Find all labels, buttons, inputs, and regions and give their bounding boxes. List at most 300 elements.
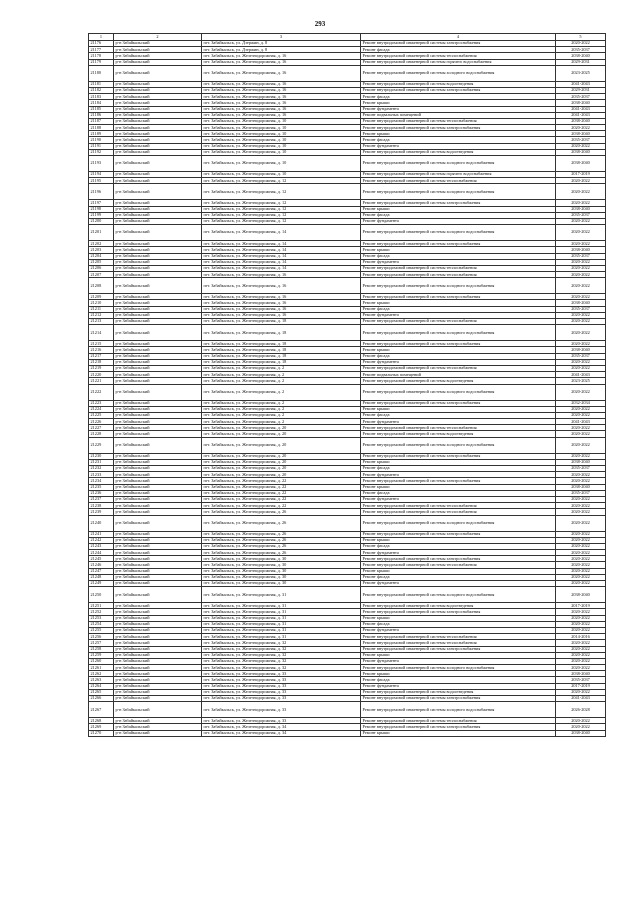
district-cell: р-н Забайкальский [114, 503, 202, 509]
period-cell: 2020-2022 [556, 568, 606, 574]
address-cell: пгт. Забайкальск, ул. Железнодорожная, д. 2 [202, 378, 361, 384]
work-type-cell: Ремонт внутридомовой инженерной системы водоотведения [361, 81, 556, 87]
row-number-cell: 21186 [89, 112, 114, 118]
row-number-cell: 21177 [89, 47, 114, 53]
address-cell: пгт. Забайкальск, ул. Железнодорожная, д. 33 [202, 696, 361, 702]
period-cell: 2020-2022 [556, 365, 606, 371]
period-cell: 2041-2043 [556, 419, 606, 425]
row-number-cell: 21196 [89, 184, 114, 200]
row-number-cell: 21265 [89, 689, 114, 695]
district-cell: р-н Забайкальский [114, 272, 202, 278]
address-cell: пгт. Забайкальск, ул. Железнодорожная, д. 22 [202, 484, 361, 490]
row-number-cell: 21185 [89, 106, 114, 112]
address-cell: пгт. Забайкальск, ул. Железнодорожная, д. 16 [202, 300, 361, 306]
address-cell: пгт. Забайкальск, ул. Железнодорожная, д. 2 [202, 365, 361, 371]
work-type-cell: Ремонт крыши [361, 347, 556, 353]
work-type-cell: Ремонт фундамента [361, 658, 556, 664]
district-cell: р-н Забайкальский [114, 306, 202, 312]
row-number-cell: 21233 [89, 472, 114, 478]
work-type-cell: Ремонт внутридомовой инженерной системы холодного водоснабжения [361, 437, 556, 453]
work-type-cell: Ремонт внутридомовой инженерной системы холодного водоснабжения [361, 384, 556, 400]
row-number-cell: 21259 [89, 652, 114, 658]
period-cell: 2029-2031 [556, 59, 606, 65]
work-type-cell: Ремонт внутридомовой инженерной системы электроснабжения [361, 41, 556, 47]
address-cell: пгт. Забайкальск, ул. Железнодорожная, д. 31 [202, 634, 361, 640]
row-number-cell: 21188 [89, 125, 114, 131]
work-type-cell: Ремонт внутридомовой инженерной системы электроснабжения [361, 294, 556, 300]
period-cell: 2041-2043 [556, 112, 606, 118]
row-number-cell: 21252 [89, 609, 114, 615]
period-cell: 2020-2022 [556, 272, 606, 278]
work-type-cell: Ремонт фундамента [361, 359, 556, 365]
row-number-cell: 21226 [89, 419, 114, 425]
district-cell: р-н Забайкальский [114, 341, 202, 347]
address-cell: пгт. Забайкальск, ул. Железнодорожная, д. 33 [202, 683, 361, 689]
row-number-cell: 21237 [89, 496, 114, 502]
district-cell: р-н Забайкальский [114, 724, 202, 730]
address-cell: пгт. Забайкальск, ул. Железнодорожная, д. 16 [202, 112, 361, 118]
district-cell: р-н Забайкальский [114, 531, 202, 537]
row-number-cell: 21269 [89, 724, 114, 730]
row-number-cell: 21220 [89, 372, 114, 378]
period-cell: 2020-2022 [556, 472, 606, 478]
district-cell: р-н Забайкальский [114, 184, 202, 200]
work-type-cell: Ремонт внутридомовой инженерной системы холодного водоснабжения [361, 65, 556, 81]
address-cell: пгт. Забайкальск, ул. Железнодорожная, д. 30 [202, 574, 361, 580]
address-cell: пгт. Забайкальск, ул. Железнодорожная, д. 18 [202, 353, 361, 359]
address-cell: пгт. Забайкальск, ул. Железнодорожная, д. 10 [202, 143, 361, 149]
district-cell: р-н Забайкальский [114, 137, 202, 143]
row-number-cell: 21235 [89, 484, 114, 490]
row-number-cell: 21258 [89, 646, 114, 652]
district-cell: р-н Забайкальский [114, 118, 202, 124]
address-cell: пгт. Забайкальск, ул. Железнодорожная, д. 31 [202, 609, 361, 615]
column-header-3: 3 [202, 34, 361, 41]
address-cell: пгт. Забайкальск, ул. Железнодорожная, д. 26 [202, 509, 361, 515]
address-cell: пгт. Забайкальск, ул. Железнодорожная, д. 16 [202, 59, 361, 65]
work-type-cell: Ремонт крыши [361, 671, 556, 677]
period-cell: 2020-2022 [556, 200, 606, 206]
period-cell: 2020-2022 [556, 652, 606, 658]
address-cell: пгт. Забайкальск, ул. Железнодорожная, д. 10 [202, 156, 361, 172]
work-type-cell: Ремонт крыши [361, 406, 556, 412]
work-type-cell: Ремонт внутридомовой инженерной системы электроснабжения [361, 241, 556, 247]
address-cell: пгт. Забайкальск, ул. Железнодорожная, д. 12 [202, 200, 361, 206]
row-number-cell: 21219 [89, 365, 114, 371]
table-row [89, 384, 606, 400]
address-cell: пгт. Забайкальск, ул. Железнодорожная, д. 20 [202, 425, 361, 431]
work-type-cell: Ремонт внутридомовой инженерной системы электроснабжения [361, 478, 556, 484]
row-number-cell: 21229 [89, 437, 114, 453]
address-cell: пгт. Забайкальск, ул. Железнодорожная, д. 14 [202, 253, 361, 259]
period-cell: 2038-2040 [556, 347, 606, 353]
row-number-cell: 21218 [89, 359, 114, 365]
period-cell: 2020-2022 [556, 478, 606, 484]
district-cell: р-н Забайкальский [114, 581, 202, 587]
work-type-cell: Ремонт фасада [361, 94, 556, 100]
table-row [89, 156, 606, 172]
district-cell: р-н Забайкальский [114, 125, 202, 131]
period-cell: 2023-2025 [556, 65, 606, 81]
district-cell: р-н Забайкальский [114, 652, 202, 658]
row-number-cell: 21251 [89, 603, 114, 609]
work-type-cell: Ремонт внутридомовой инженерной системы электроснабжения [361, 400, 556, 406]
row-number-cell: 21230 [89, 453, 114, 459]
period-cell: 2038-2040 [556, 53, 606, 59]
period-cell: 2020-2022 [556, 265, 606, 271]
address-cell: пгт. Забайкальск, ул. Железнодорожная, д. 18 [202, 359, 361, 365]
district-cell: р-н Забайкальский [114, 112, 202, 118]
work-type-cell: Ремонт внутридомовой инженерной системы холодного водоснабжения [361, 702, 556, 718]
address-cell: пгт. Забайкальск, ул. Железнодорожная, д. 22 [202, 496, 361, 502]
work-type-cell: Ремонт фундамента [361, 106, 556, 112]
period-cell: 2038-2040 [556, 100, 606, 106]
district-cell: р-н Забайкальский [114, 81, 202, 87]
district-cell: р-н Забайкальский [114, 484, 202, 490]
work-type-cell: Ремонт внутридомовой инженерной системы горячего водоснабжения [361, 172, 556, 178]
district-cell: р-н Забайкальский [114, 543, 202, 549]
district-cell: р-н Забайкальский [114, 100, 202, 106]
address-cell: пгт. Забайкальск, ул. Железнодорожная, д. 18 [202, 341, 361, 347]
district-cell: р-н Забайкальский [114, 718, 202, 724]
address-cell: пгт. Забайкальск, ул. Железнодорожная, д. 16 [202, 100, 361, 106]
address-cell: пгт. Забайкальск, ул. Железнодорожная, д. 16 [202, 87, 361, 93]
district-cell: р-н Забайкальский [114, 556, 202, 562]
work-type-cell: Ремонт крыши [361, 206, 556, 212]
work-type-cell: Ремонт внутридомовой инженерной системы электроснабжения [361, 453, 556, 459]
work-type-cell: Ремонт фасада [361, 353, 556, 359]
row-number-cell: 21212 [89, 312, 114, 318]
address-cell: пгт. Забайкальск, ул. Железнодорожная, д. 12 [202, 212, 361, 218]
address-cell: пгт. Забайкальск, ул. Железнодорожная, д. 32 [202, 665, 361, 671]
row-number-cell: 21201 [89, 225, 114, 241]
address-cell: пгт. Забайкальск, ул. Железнодорожная, д. 33 [202, 677, 361, 683]
period-cell: 2020-2022 [556, 665, 606, 671]
work-type-cell: Ремонт внутридомовой инженерной системы электроснабжения [361, 724, 556, 730]
row-number-cell: 21257 [89, 640, 114, 646]
table-body [89, 41, 606, 737]
row-number-cell: 21231 [89, 459, 114, 465]
row-number-cell: 21242 [89, 537, 114, 543]
district-cell: р-н Забайкальский [114, 312, 202, 318]
district-cell: р-н Забайкальский [114, 65, 202, 81]
district-cell: р-н Забайкальский [114, 472, 202, 478]
period-cell: 2020-2022 [556, 609, 606, 615]
row-number-cell: 21255 [89, 627, 114, 633]
address-cell: пгт. Забайкальск, ул. Железнодорожная, д. 14 [202, 265, 361, 271]
row-number-cell: 21263 [89, 677, 114, 683]
period-cell: 2038-2040 [556, 156, 606, 172]
row-number-cell: 21200 [89, 218, 114, 224]
work-type-cell: Ремонт внутридомовой инженерной системы водоотведения [361, 689, 556, 695]
table-row [89, 437, 606, 453]
period-cell: 2020-2022 [556, 41, 606, 47]
district-cell: р-н Забайкальский [114, 106, 202, 112]
work-type-cell: Ремонт фасада [361, 306, 556, 312]
period-cell: 2020-2022 [556, 658, 606, 664]
work-type-cell: Ремонт фундамента [361, 627, 556, 633]
row-number-cell: 21221 [89, 378, 114, 384]
table-row [89, 702, 606, 718]
address-cell: пгт. Забайкальск, ул. Железнодорожная, д. 12 [202, 218, 361, 224]
address-cell: пгт. Забайкальск, ул. Железнодорожная, д. 16 [202, 53, 361, 59]
work-type-cell: Ремонт крыши [361, 615, 556, 621]
period-cell: 2020-2022 [556, 646, 606, 652]
address-cell: пгт. Забайкальск, ул. Железнодорожная, д. 30 [202, 562, 361, 568]
work-type-cell: Ремонт фундамента [361, 143, 556, 149]
address-cell: пгт. Забайкальск, ул. Железнодорожная, д. 20 [202, 431, 361, 437]
period-cell: 2020-2022 [556, 406, 606, 412]
period-cell: 2020-2022 [556, 341, 606, 347]
district-cell: р-н Забайкальский [114, 550, 202, 556]
address-cell: пгт. Забайкальск, ул. Железнодорожная, д. 16 [202, 81, 361, 87]
period-cell: 2038-2040 [556, 671, 606, 677]
period-cell: 2020-2022 [556, 412, 606, 418]
row-number-cell: 21227 [89, 425, 114, 431]
address-cell: пгт. Забайкальск, ул. Железнодорожная, д. 14 [202, 241, 361, 247]
work-type-cell: Ремонт фасада [361, 677, 556, 683]
period-cell: 2020-2022 [556, 543, 606, 549]
period-cell: 2020-2022 [556, 503, 606, 509]
district-cell: р-н Забайкальский [114, 689, 202, 695]
address-cell: пгт. Забайкальск, ул. Железнодорожная, д. 26 [202, 531, 361, 537]
row-number-cell: 21268 [89, 718, 114, 724]
district-cell: р-н Забайкальский [114, 431, 202, 437]
address-cell: пгт. Забайкальск, ул. Железнодорожная, д. 34 [202, 724, 361, 730]
row-number-cell: 21254 [89, 621, 114, 627]
work-type-cell: Ремонт фундамента [361, 496, 556, 502]
work-type-cell: Ремонт фундамента [361, 683, 556, 689]
district-cell: р-н Забайкальский [114, 206, 202, 212]
work-type-cell: Ремонт внутридомовой инженерной системы электроснабжения [361, 531, 556, 537]
row-number-cell: 21184 [89, 100, 114, 106]
work-type-cell: Ремонт внутридомовой инженерной системы холодного водоснабжения [361, 278, 556, 294]
table-row [89, 587, 606, 603]
work-type-cell: Ремонт крыши [361, 100, 556, 106]
address-cell: пгт. Забайкальск, ул. Железнодорожная, д. 16 [202, 294, 361, 300]
column-header-4: 4 [361, 34, 556, 41]
row-number-cell: 21234 [89, 478, 114, 484]
period-cell: 2020-2022 [556, 509, 606, 515]
district-cell: р-н Забайкальский [114, 278, 202, 294]
district-cell: р-н Забайкальский [114, 634, 202, 640]
work-type-cell: Ремонт внутридомовой инженерной системы электроснабжения [361, 696, 556, 702]
period-cell: 2020-2022 [556, 453, 606, 459]
row-number-cell: 21245 [89, 556, 114, 562]
row-number-cell: 21189 [89, 131, 114, 137]
row-number-cell: 21228 [89, 431, 114, 437]
work-type-cell: Ремонт внутридомовой инженерной системы электроснабжения [361, 609, 556, 615]
district-cell: р-н Забайкальский [114, 490, 202, 496]
work-type-cell: Ремонт внутридомовой инженерной системы теплоснабжения [361, 562, 556, 568]
row-number-cell: 21261 [89, 665, 114, 671]
address-cell: пгт. Забайкальск, ул. Железнодорожная, д. 33 [202, 718, 361, 724]
district-cell: р-н Забайкальский [114, 247, 202, 253]
table-row [89, 325, 606, 341]
column-header-1: 1 [89, 34, 114, 41]
row-number-cell: 21262 [89, 671, 114, 677]
address-cell: пгт. Забайкальск, ул. Железнодорожная, д. 14 [202, 247, 361, 253]
work-type-cell: Ремонт внутридомовой инженерной системы холодного водоснабжения [361, 665, 556, 671]
address-cell: пгт. Забайкальск, ул. Железнодорожная, д. 26 [202, 515, 361, 531]
period-cell: 2020-2022 [556, 241, 606, 247]
table-row [89, 225, 606, 241]
period-cell: 2020-2022 [556, 718, 606, 724]
address-cell: пгт. Забайкальск, ул. Железнодорожная, д. 26 [202, 543, 361, 549]
row-number-cell: 21183 [89, 94, 114, 100]
address-cell: пгт. Забайкальск, ул. Железнодорожная, д. 32 [202, 658, 361, 664]
period-cell: 2020-2022 [556, 259, 606, 265]
column-header-5: 5 [556, 34, 606, 41]
work-type-cell: Ремонт внутридомовой инженерной системы теплоснабжения [361, 640, 556, 646]
district-cell: р-н Забайкальский [114, 615, 202, 621]
address-cell: пгт. Забайкальск, ул. Железнодорожная, д. 10 [202, 118, 361, 124]
row-number-cell: 21209 [89, 294, 114, 300]
row-number-cell: 21206 [89, 265, 114, 271]
address-cell: пгт. Забайкальск, ул. Железнодорожная, д. 16 [202, 272, 361, 278]
district-cell: р-н Забайкальский [114, 41, 202, 47]
district-cell: р-н Забайкальский [114, 265, 202, 271]
period-cell: 2020-2022 [556, 178, 606, 184]
period-cell: 2020-2022 [556, 515, 606, 531]
district-cell: р-н Забайкальский [114, 253, 202, 259]
district-cell: р-н Забайкальский [114, 568, 202, 574]
row-number-cell: 21249 [89, 581, 114, 587]
table-header-row [89, 34, 606, 41]
work-type-cell: Ремонт фасада [361, 137, 556, 143]
district-cell: р-н Забайкальский [114, 400, 202, 406]
district-cell: р-н Забайкальский [114, 378, 202, 384]
row-number-cell: 21246 [89, 562, 114, 568]
row-number-cell: 21208 [89, 278, 114, 294]
period-cell: 2020-2022 [556, 225, 606, 241]
district-cell: р-н Забайкальский [114, 696, 202, 702]
address-cell: пгт. Забайкальск, ул. Железнодорожная, д. 2 [202, 400, 361, 406]
row-number-cell: 21232 [89, 466, 114, 472]
work-type-cell: Ремонт внутридомовой инженерной системы теплоснабжения [361, 365, 556, 371]
work-type-cell: Ремонт внутридомовой инженерной системы холодного водоснабжения [361, 156, 556, 172]
address-cell: пгт. Забайкальск, ул. Железнодорожная, д. 10 [202, 172, 361, 178]
period-cell: 2020-2022 [556, 278, 606, 294]
address-cell: пгт. Забайкальск, ул. Железнодорожная, д. 2 [202, 419, 361, 425]
row-number-cell: 21225 [89, 412, 114, 418]
address-cell: пгт. Забайкальск, ул. Железнодорожная, д. 18 [202, 325, 361, 341]
period-cell: 2020-2022 [556, 437, 606, 453]
district-cell: р-н Забайкальский [114, 702, 202, 718]
row-number-cell: 21238 [89, 503, 114, 509]
period-cell: 2035-2037 [556, 94, 606, 100]
work-type-cell: Ремонт внутридомовой инженерной системы электроснабжения [361, 125, 556, 131]
address-cell: пгт. Забайкальск, ул. Железнодорожная, д. 14 [202, 225, 361, 241]
work-type-cell: Ремонт крыши [361, 247, 556, 253]
address-cell: пгт. Забайкальск, ул. Железнодорожная, д. 31 [202, 627, 361, 633]
work-type-cell: Ремонт фасада [361, 543, 556, 549]
address-cell: пгт. Забайкальск, ул. Железнодорожная, д. 33 [202, 689, 361, 695]
district-cell: р-н Забайкальский [114, 562, 202, 568]
work-type-cell: Ремонт крыши [361, 730, 556, 736]
address-cell: пгт. Забайкальск, ул. Железнодорожная, д. 16 [202, 65, 361, 81]
period-cell: 2035-2037 [556, 490, 606, 496]
work-type-cell: Ремонт внутридомовой инженерной системы теплоснабжения [361, 118, 556, 124]
district-cell: р-н Забайкальский [114, 730, 202, 736]
row-number-cell: 21213 [89, 319, 114, 325]
period-cell: 2038-2040 [556, 149, 606, 155]
district-cell: р-н Забайкальский [114, 294, 202, 300]
district-cell: р-н Забайкальский [114, 47, 202, 53]
address-cell: пгт. Забайкальск, ул. Железнодорожная, д. 32 [202, 640, 361, 646]
district-cell: р-н Забайкальский [114, 353, 202, 359]
row-number-cell: 21210 [89, 300, 114, 306]
row-number-cell: 21182 [89, 87, 114, 93]
period-cell: 2017-2019 [556, 172, 606, 178]
work-type-cell: Ремонт внутридомовой инженерной системы теплоснабжения [361, 319, 556, 325]
address-cell: пгт. Забайкальск, ул. Железнодорожная, д. 10 [202, 125, 361, 131]
row-number-cell: 21198 [89, 206, 114, 212]
district-cell: р-н Забайкальский [114, 609, 202, 615]
address-cell: пгт. Забайкальск, ул. Железнодорожная, д. 30 [202, 568, 361, 574]
period-cell: 2038-2040 [556, 730, 606, 736]
period-cell: 2020-2022 [556, 556, 606, 562]
period-cell: 2014-2016 [556, 634, 606, 640]
district-cell: р-н Забайкальский [114, 658, 202, 664]
district-cell: р-н Забайкальский [114, 325, 202, 341]
row-number-cell: 21205 [89, 259, 114, 265]
period-cell: 2038-2040 [556, 587, 606, 603]
row-number-cell: 21216 [89, 347, 114, 353]
work-type-cell: Ремонт подвальных помещений [361, 372, 556, 378]
period-cell: 2020-2022 [556, 125, 606, 131]
address-cell: пгт. Забайкальск, ул. Железнодорожная, д. 20 [202, 459, 361, 465]
row-number-cell: 21194 [89, 172, 114, 178]
work-type-cell: Ремонт крыши [361, 652, 556, 658]
district-cell: р-н Забайкальский [114, 574, 202, 580]
work-type-cell: Ремонт внутридомовой инженерной системы холодного водоснабжения [361, 225, 556, 241]
address-cell: пгт. Забайкальск, ул. Железнодорожная, д. 33 [202, 671, 361, 677]
address-cell: пгт. Забайкальск, ул. Железнодорожная, д. 31 [202, 603, 361, 609]
period-cell: 2035-2037 [556, 47, 606, 53]
work-type-cell: Ремонт фасада [361, 212, 556, 218]
address-cell: пгт. Забайкальск, ул. Железнодорожная, д. 2 [202, 384, 361, 400]
district-cell: р-н Забайкальский [114, 677, 202, 683]
period-cell: 2038-2040 [556, 131, 606, 137]
row-number-cell: 21250 [89, 587, 114, 603]
work-type-cell: Ремонт внутридомовой инженерной системы электроснабжения [361, 646, 556, 652]
row-number-cell: 21179 [89, 59, 114, 65]
work-type-cell: Ремонт внутридомовой инженерной системы теплоснабжения [361, 425, 556, 431]
period-cell: 2017-2019 [556, 603, 606, 609]
row-number-cell: 21191 [89, 143, 114, 149]
work-type-cell: Ремонт внутридомовой инженерной системы теплоснабжения [361, 718, 556, 724]
work-type-cell: Ремонт внутридомовой инженерной системы холодного водоснабжения [361, 515, 556, 531]
period-cell: 2020-2022 [556, 689, 606, 695]
address-cell: пгт. Забайкальск, ул. Железнодорожная, д. 2 [202, 372, 361, 378]
row-number-cell: 21260 [89, 658, 114, 664]
period-cell: 2020-2022 [556, 143, 606, 149]
district-cell: р-н Забайкальский [114, 143, 202, 149]
work-type-cell: Ремонт фундамента [361, 419, 556, 425]
district-cell: р-н Забайкальский [114, 453, 202, 459]
district-cell: р-н Забайкальский [114, 419, 202, 425]
work-type-cell: Ремонт внутридомовой инженерной системы водоотведения [361, 431, 556, 437]
period-cell: 2020-2022 [556, 562, 606, 568]
address-cell: пгт. Забайкальск, ул. Железнодорожная, д. 20 [202, 453, 361, 459]
period-cell: 2029-2031 [556, 87, 606, 93]
period-cell: 2035-2037 [556, 253, 606, 259]
district-cell: р-н Забайкальский [114, 412, 202, 418]
row-number-cell: 21202 [89, 241, 114, 247]
row-number-cell: 21270 [89, 730, 114, 736]
district-cell: р-н Забайкальский [114, 466, 202, 472]
